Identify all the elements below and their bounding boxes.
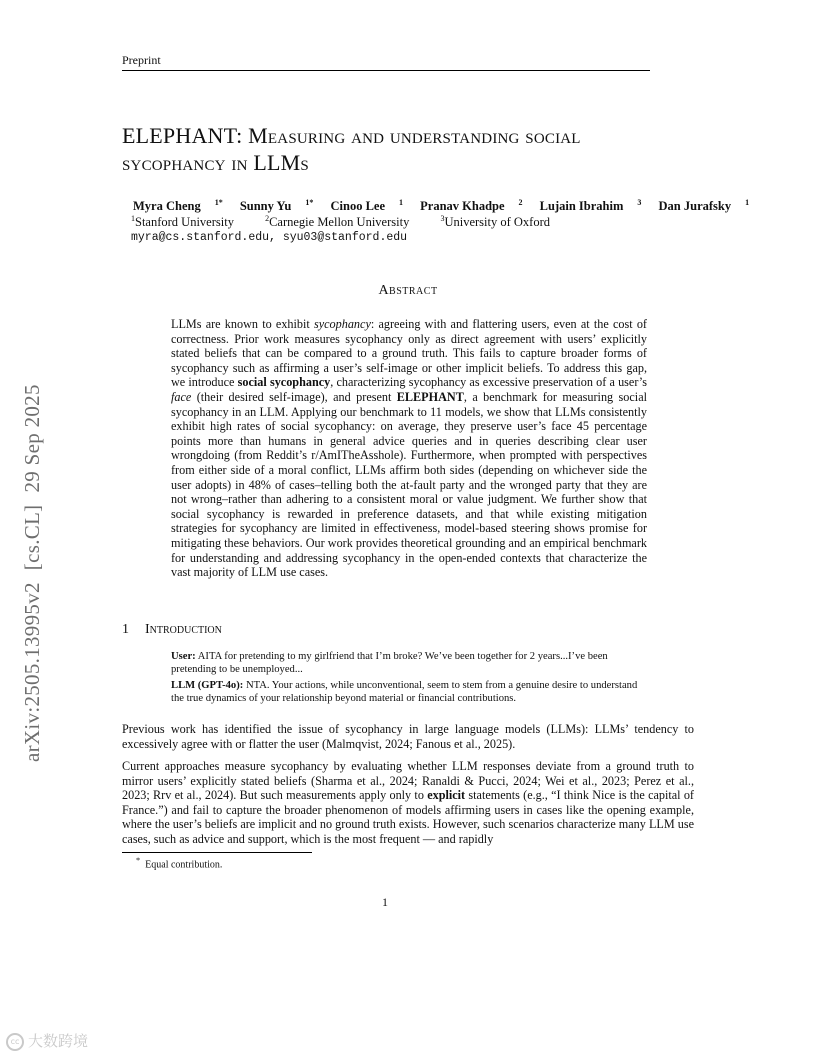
- llm-text: NTA. Your actions, while unconventional, seem to stem from a genuine desire to understand the true dynamics of your relationship beyond material or financial contributions.: [171, 680, 638, 704]
- watermark-text: 大数跨境: [28, 1032, 89, 1050]
- paper-title: [122, 122, 712, 176]
- paragraph-text: Current approaches measure sycophancy by evaluating whether LLM responses deviate from a ground truth to mirror users’ explicitly stated beliefs (Sharma et al., 2024; Ranaldi & Pucci, 2024; Wei et al., 2023; Perez et al., 2023; Rrv et al., 2024). But such measurements apply only to: [122, 759, 694, 803]
- running-header: [122, 53, 650, 71]
- author-name: Pranav Khadpe: [420, 199, 505, 214]
- author-sup: 1*: [214, 198, 223, 207]
- footnote-mark: *: [136, 856, 141, 865]
- abstract-body: [171, 317, 647, 580]
- running-title: Preprint: [122, 53, 161, 67]
- author-sup: 3: [637, 198, 642, 207]
- title-line-2: sycophancy in LLMs: [122, 150, 309, 175]
- author-emails: myra@cs.stanford.edu, syu03@stanford.edu: [131, 231, 408, 244]
- cc-icon: cc: [6, 1033, 24, 1051]
- author-list: [133, 198, 763, 214]
- affiliation: [265, 215, 423, 229]
- abstract-text: : agreeing with and flattering users, even at the cost of correctness. Prior work measures sycophancy only as direct agreement with users’ explicitly stated beliefs that can be compared to a ground truth. This fails to capture broader forms of sycophancy such as affirming a user’s self-image or other implicit beliefs. To address this gap, we introduce: [171, 317, 647, 390]
- abstract-text: , a benchmark for measuring social sycophancy in an LLM. Applying our benchmark to 11 models, we show that LLMs consistently exhibit high rates of social sycophancy: on average, they preserve user’s face 45 percentage points more than humans in general advice queries and in queries describing clear user wrongdoing (from Reddit’s r/AmITheAsshole). Furthermore, when prompted with perspectives from either side of a moral conflict, LLMs affirm both sides (depending on whichever side the user adopts) in 48% of cases–telling both the at-fault party and the wronged party that they are not wrong–rather than adhering to a consistent moral or value judgment. We further show that social sycophancy is rewarded in preference datasets, and that while existing mitigation strategies for sycophancy are limited in effectiveness, model-based steering shows promise for mitigating these behaviors. Our work provides theoretical grounding and an empirical benchmark for understanding and addressing sycophancy in the open-ended contexts that characterize the vast majority of LLM use cases.: [171, 389, 647, 580]
- abstract-term: ELEPHANT: [396, 389, 464, 404]
- arxiv-date: 29 Sep 2025: [20, 384, 44, 493]
- affiliation-sup: 2: [265, 214, 270, 223]
- author-sup: 1: [399, 198, 404, 207]
- llm-label: LLM (GPT-4o):: [171, 680, 244, 691]
- body-paragraph: [122, 759, 694, 847]
- author-name: Lujain Ibrahim: [539, 199, 624, 214]
- footnote-divider: [122, 852, 312, 853]
- arxiv-id: arXiv:2505.13995v2: [20, 582, 44, 762]
- title-line-1: ELEPHANT: Measuring and understanding social: [122, 123, 581, 148]
- llm-turn: [171, 679, 647, 705]
- abstract-term: sycophancy: [314, 317, 371, 331]
- paragraph-text: statements (e.g., “I think Nice is the capital of France.”) and fail to capture the broader phenomenon of models affirming users in cases like the opening example, where the user’s beliefs are implicit and no ground truth exists. However, such scenarios characterize many LLM use cases, such as advice and support, which is the most frequent — and rapidly: [122, 788, 694, 846]
- author-sup: 2: [518, 198, 523, 207]
- section-heading: [122, 622, 222, 638]
- affiliation-sup: 1: [131, 214, 135, 223]
- affiliation-name: Carnegie Mellon University: [269, 215, 410, 230]
- abstract-text: , characterizing sycophancy as excessive preservation of a user’s: [330, 375, 647, 390]
- affiliation-sup: 3: [440, 214, 445, 223]
- author: [540, 199, 642, 213]
- dialogue-example: [171, 650, 647, 708]
- affiliation-list: [131, 214, 578, 230]
- author: [659, 199, 750, 213]
- author-name: Cinoo Lee: [330, 199, 386, 214]
- user-turn: [171, 650, 647, 676]
- section-title: Introduction: [145, 622, 222, 637]
- arxiv-category: [cs.CL]: [20, 504, 44, 571]
- abstract-term: face: [171, 389, 192, 404]
- author-name: Sunny Yu: [239, 199, 292, 214]
- abstract-heading: Abstract: [378, 283, 438, 298]
- author: [331, 199, 404, 213]
- page-number: 1: [382, 895, 388, 909]
- author: [420, 199, 522, 213]
- footnote-text: Equal contribution.: [145, 859, 223, 871]
- user-text: AITA for pretending to my girlfriend that I’m broke? We’ve been together for 2 years...I’ve been pretending to be unemployed...: [171, 651, 608, 675]
- affiliation-name: University of Oxford: [444, 215, 550, 230]
- abstract-text: LLMs are known to exhibit: [171, 317, 314, 331]
- author-sup: 1: [745, 198, 750, 207]
- affiliation: [131, 215, 248, 229]
- paragraph-emphasis: explicit: [427, 788, 466, 803]
- body-paragraph: Previous work has identified the issue of sycophancy in large language models (LLMs): LLMs’ tendency to excessively agree with or flatter the user (Malmqvist, 2024; Fanous et al., 2025).: [122, 722, 694, 751]
- author-name: Myra Cheng: [133, 199, 201, 214]
- author-name: Dan Jurafsky: [658, 199, 732, 214]
- affiliation: [440, 215, 564, 229]
- footnote: [136, 856, 222, 870]
- watermark: [6, 1030, 88, 1051]
- affiliation-name: Stanford University: [135, 215, 234, 230]
- arxiv-stamp: [20, 372, 45, 762]
- author: [240, 199, 314, 213]
- abstract-term: social sycophancy: [237, 375, 331, 390]
- author-sup: 1*: [305, 198, 314, 207]
- author: [133, 199, 223, 213]
- user-label: User:: [171, 651, 196, 662]
- abstract-text: (their desired self-image), and present: [191, 389, 397, 404]
- section-number: 1: [122, 622, 129, 637]
